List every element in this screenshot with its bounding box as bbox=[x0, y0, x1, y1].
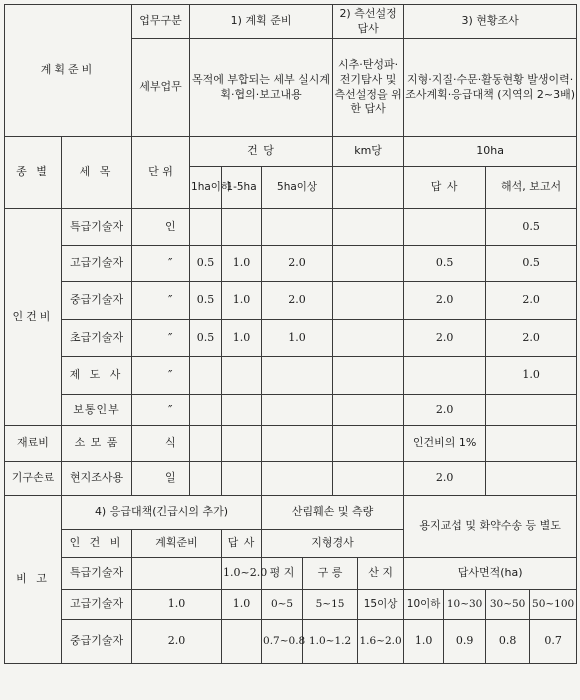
land-title: 용지교섭 및 화약수송 등 별도 bbox=[404, 496, 577, 558]
material-item: 소 모 품 bbox=[62, 426, 132, 462]
labor-type-label: 인건비 bbox=[5, 209, 62, 426]
standard-cost-table bbox=[4, 4, 577, 664]
table-row-unit: ″ bbox=[152, 357, 190, 395]
table-cell: 1.0 bbox=[486, 357, 577, 395]
bottom-survey-header: 답 사 bbox=[222, 530, 262, 558]
table-cell bbox=[262, 357, 333, 395]
table-cell: 0.5 bbox=[486, 209, 577, 246]
table-cell: 0.5 bbox=[486, 246, 577, 282]
table-cell bbox=[262, 395, 333, 426]
table-cell: 0.5 bbox=[190, 282, 222, 320]
table-cell: 0~5 bbox=[262, 590, 303, 620]
table-row-item: 중급기술자 bbox=[62, 282, 132, 320]
material-value: 인건비의 1% bbox=[404, 426, 486, 462]
table-cell: 0.5 bbox=[190, 320, 222, 357]
table-cell: 0.7~0.8 bbox=[262, 620, 303, 664]
table-cell: 2.0 bbox=[486, 320, 577, 357]
table-cell bbox=[333, 209, 404, 246]
col1-unit: 건 당 bbox=[190, 137, 333, 167]
table-cell: 0.5 bbox=[190, 246, 222, 282]
table-cell: 0.8 bbox=[486, 620, 530, 664]
table-cell: 0.9 bbox=[444, 620, 486, 664]
material-unit: 식 bbox=[152, 426, 190, 462]
table-cell bbox=[222, 357, 262, 395]
equipment-type: 기구손료 bbox=[5, 462, 62, 496]
table-row-item: 제 도 사 bbox=[62, 357, 132, 395]
table-cell bbox=[190, 357, 222, 395]
table-row-unit: ″ bbox=[152, 395, 190, 426]
table-cell: 1.0 bbox=[222, 590, 262, 620]
table-cell: 2.0 bbox=[486, 282, 577, 320]
table-row-unit: 인 bbox=[152, 209, 190, 246]
table-cell bbox=[222, 209, 262, 246]
labor-header: 인 건 비 bbox=[62, 530, 132, 558]
table-cell bbox=[333, 282, 404, 320]
col3-detail: 지형·지질·수문·활동현황 발생이력·조사계획·응급대책 (지역의 2~3배) bbox=[404, 39, 577, 137]
table-row-item: 보통인부 bbox=[62, 395, 132, 426]
col1-title: 1) 계획 준비 bbox=[190, 5, 333, 39]
table-cell: 10이하 bbox=[404, 590, 444, 620]
table-cell: 10~30 bbox=[444, 590, 486, 620]
table-cell bbox=[333, 357, 404, 395]
table-cell: 1.0 bbox=[404, 620, 444, 664]
subheader-survey: 답 사 bbox=[404, 167, 486, 209]
table-cell: 0.7 bbox=[530, 620, 577, 664]
subheader-under-1ha: 1ha이하 bbox=[190, 167, 222, 209]
table-row-item: 특급기술자 bbox=[62, 558, 132, 590]
table-row-unit: ″ bbox=[152, 246, 190, 282]
equipment-value: 2.0 bbox=[404, 462, 486, 496]
table-cell: 1.0 bbox=[222, 282, 262, 320]
plan-prep-header: 계획준비 bbox=[5, 5, 132, 137]
table-row-unit: ″ bbox=[152, 320, 190, 357]
table-cell bbox=[222, 395, 262, 426]
table-cell bbox=[222, 620, 262, 664]
subheader-analysis: 해석, 보고서 bbox=[486, 167, 577, 209]
col2-detail: 시추·탄성파·전기탐사 및 측선설정을 위한 답사 bbox=[333, 39, 404, 137]
subheader-1-5ha: 1-5ha bbox=[222, 167, 262, 209]
rolling-header: 구 릉 bbox=[303, 558, 358, 590]
table-cell: 0.5 bbox=[404, 246, 486, 282]
table-cell bbox=[404, 209, 486, 246]
unit-header: 단 위 bbox=[132, 137, 190, 209]
table-row-item: 초급기술자 bbox=[62, 320, 132, 357]
survey-area-header: 답사면적(ha) bbox=[404, 558, 577, 590]
table-cell: 30~50 bbox=[486, 590, 530, 620]
table-cell: 1.0 bbox=[222, 320, 262, 357]
table-cell bbox=[333, 320, 404, 357]
col2-unit: km당 bbox=[333, 137, 404, 167]
table-cell: 5~15 bbox=[303, 590, 358, 620]
table-row-item: 중급기술자 bbox=[62, 620, 132, 664]
equipment-unit: 일 bbox=[152, 462, 190, 496]
subheader-col2-blank bbox=[333, 167, 404, 209]
terrain-slope-header: 지형경사 bbox=[262, 530, 404, 558]
col2-title: 2) 측선설정 답사 bbox=[333, 5, 404, 39]
table-row-unit: ″ bbox=[152, 282, 190, 320]
table-cell: 15이상 bbox=[358, 590, 404, 620]
table-cell bbox=[404, 357, 486, 395]
table-cell: 2.0 bbox=[132, 620, 222, 664]
mountain-header: 산 지 bbox=[358, 558, 404, 590]
work-category-header: 업무구분 bbox=[132, 5, 190, 39]
table-cell: 50~100 bbox=[530, 590, 577, 620]
table-cell: 1.0 bbox=[222, 246, 262, 282]
table-cell bbox=[190, 209, 222, 246]
emergency-title: 4) 응급대책(긴급시의 추가) bbox=[62, 496, 262, 530]
table-cell: 1.6~2.0 bbox=[358, 620, 404, 664]
table-cell: 2.0 bbox=[262, 282, 333, 320]
table-cell: 1.0 bbox=[262, 320, 333, 357]
forest-title: 산림훼손 및 측량 bbox=[262, 496, 404, 530]
table-row-item: 특급기술자 bbox=[62, 209, 132, 246]
col3-title: 3) 현황조사 bbox=[404, 5, 577, 39]
col1-detail: 목적에 부합되는 세부 실시계획·협의·보고내용 bbox=[190, 39, 333, 137]
table-cell: 2.0 bbox=[262, 246, 333, 282]
material-type: 재료비 bbox=[5, 426, 62, 462]
flat-header: 평 지 bbox=[262, 558, 303, 590]
table-cell: 2.0 bbox=[404, 395, 486, 426]
table-row-item: 고급기술자 bbox=[62, 246, 132, 282]
table-cell: 2.0 bbox=[404, 282, 486, 320]
table-row-item: 고급기술자 bbox=[62, 590, 132, 620]
bottom-plan-header: 계획준비 bbox=[132, 530, 222, 558]
table-cell bbox=[333, 395, 404, 426]
equipment-item: 현지조사용 bbox=[62, 462, 132, 496]
table-cell: 1.0~2.0 bbox=[222, 558, 262, 590]
table-cell bbox=[486, 395, 577, 426]
remarks-label: 비 고 bbox=[5, 496, 62, 664]
subheader-over-5ha: 5ha이상 bbox=[262, 167, 333, 209]
detail-work-header: 세부업무 bbox=[132, 39, 190, 137]
table-cell bbox=[333, 246, 404, 282]
item-header: 세 목 bbox=[62, 137, 132, 209]
table-cell: 1.0~1.2 bbox=[303, 620, 358, 664]
table-cell bbox=[190, 395, 222, 426]
table-cell: 2.0 bbox=[404, 320, 486, 357]
table-cell bbox=[132, 558, 222, 590]
col3-unit: 10ha bbox=[404, 137, 577, 167]
type-header: 종 별 bbox=[5, 137, 62, 209]
table-cell bbox=[262, 209, 333, 246]
table-cell: 1.0 bbox=[132, 590, 222, 620]
